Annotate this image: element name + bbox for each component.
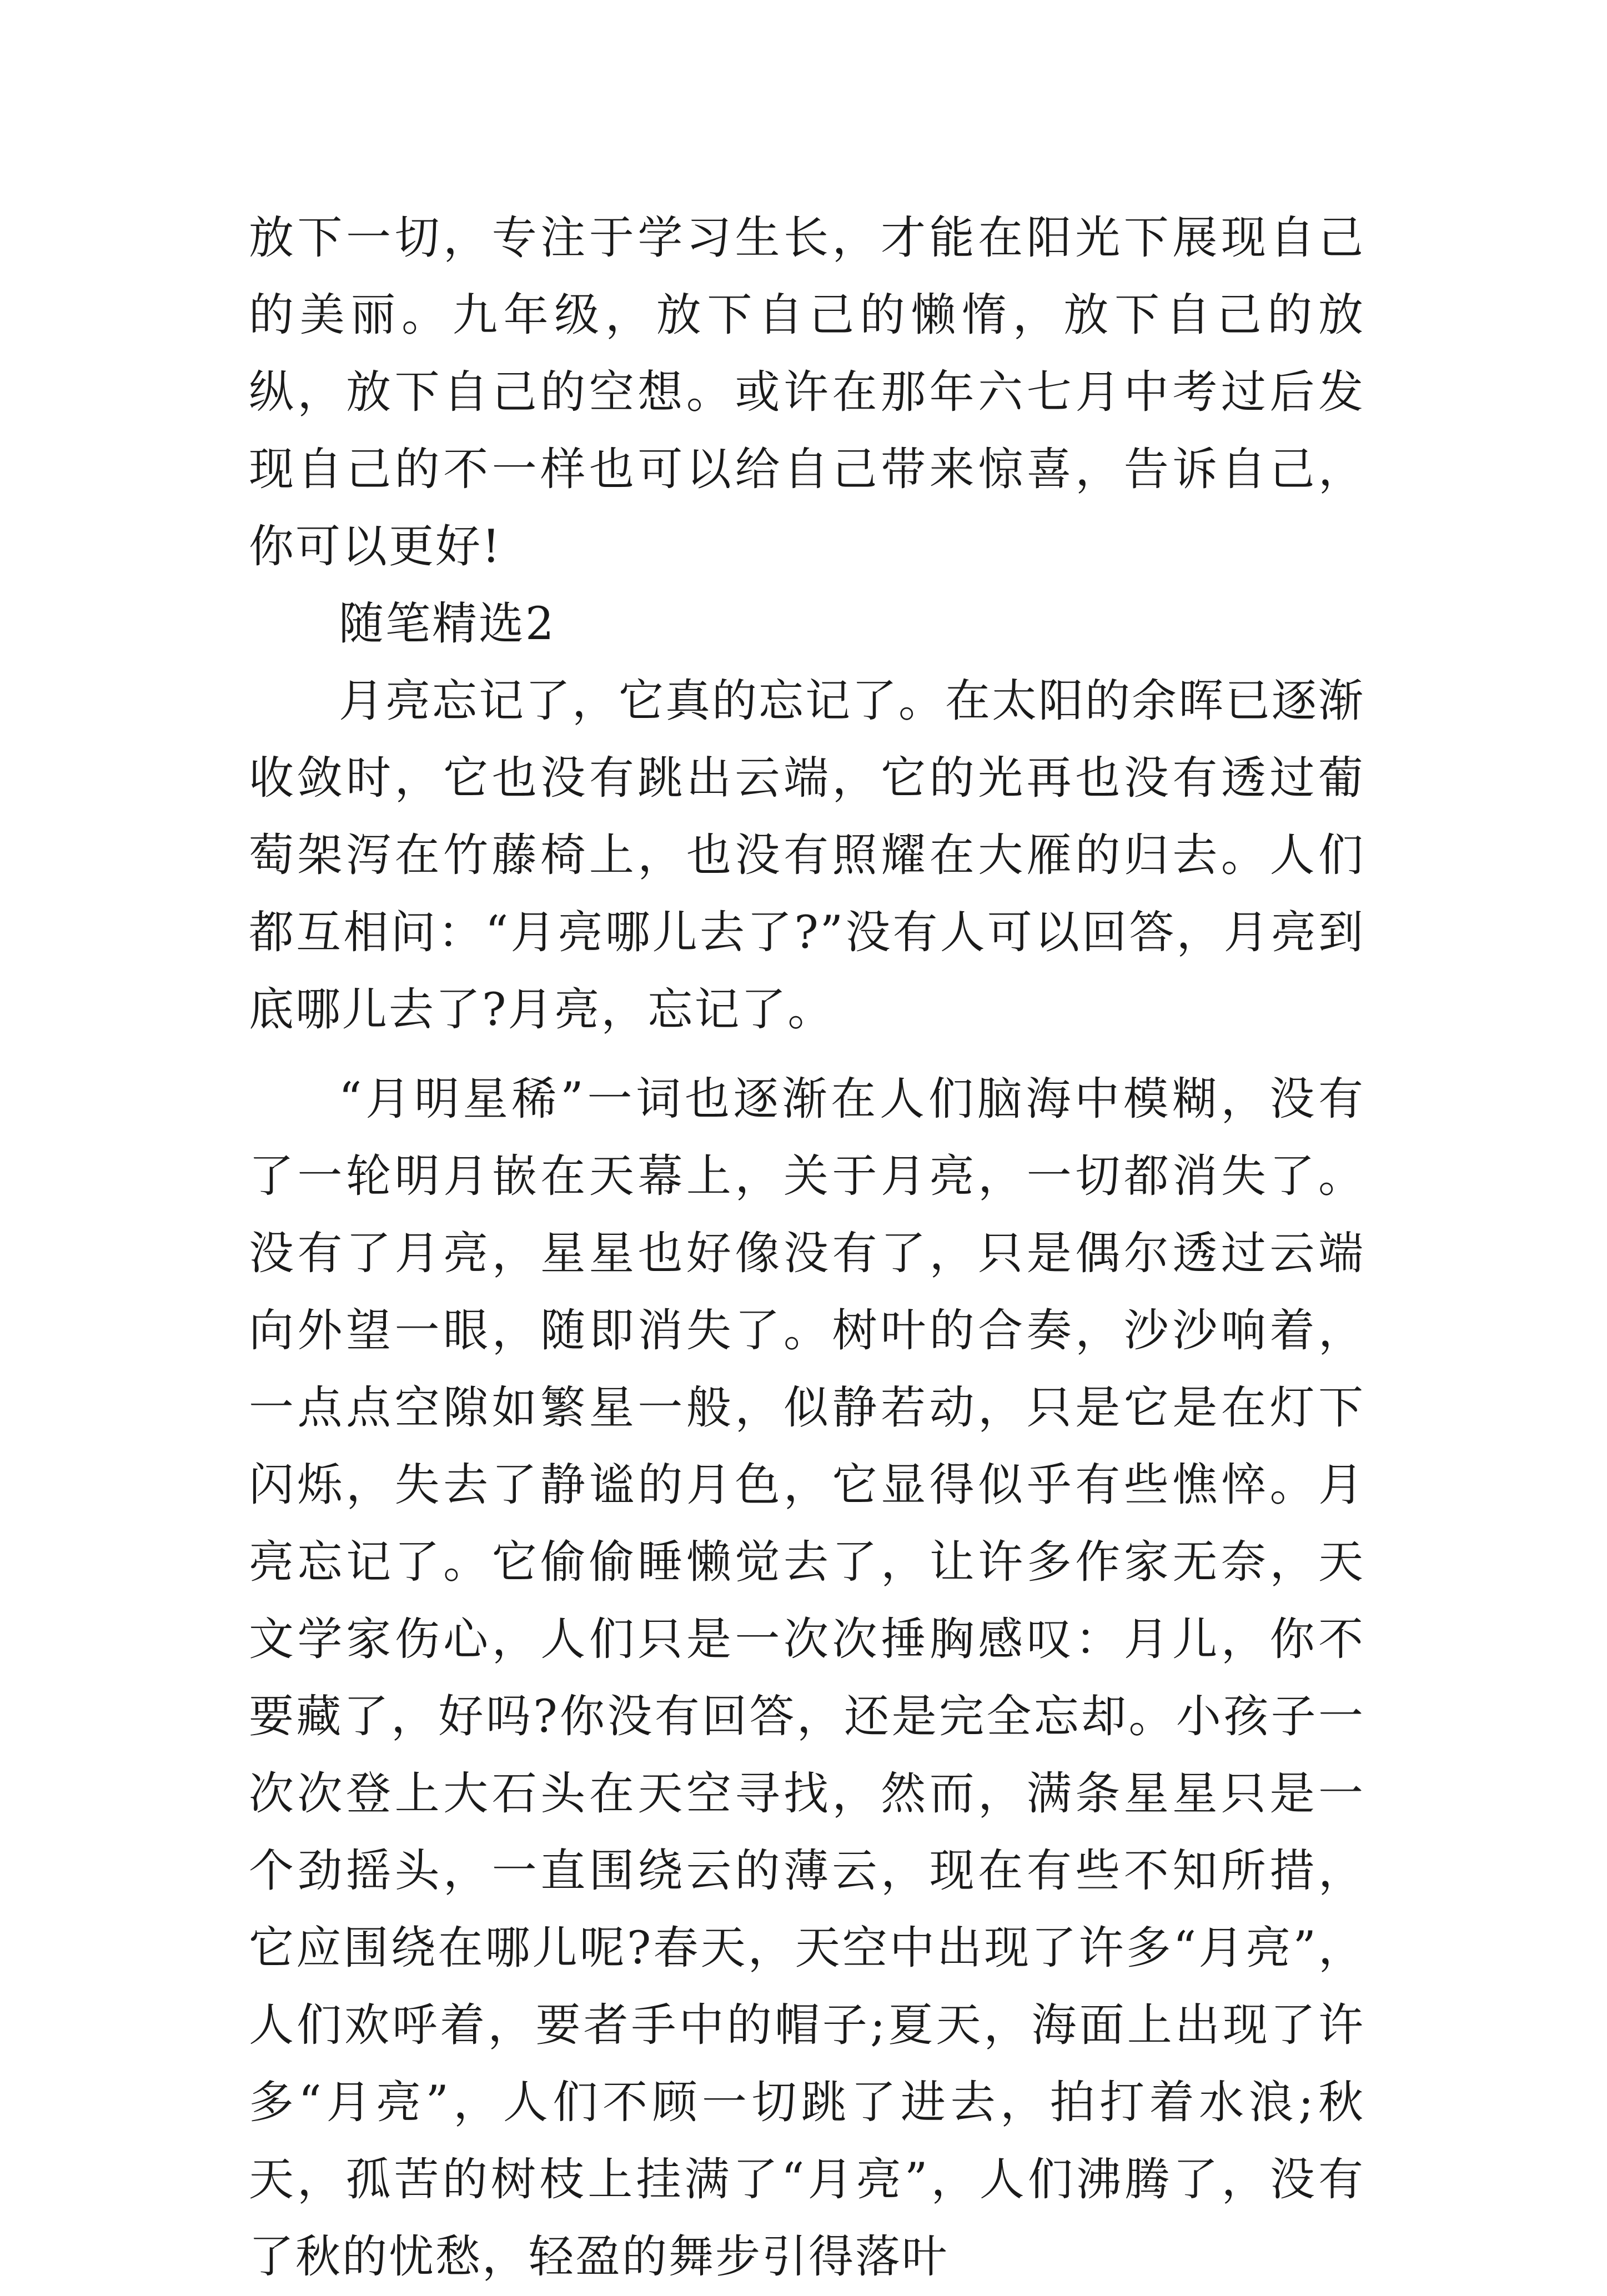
paragraph-3: “月明星稀”一词也逐渐在人们脑海中模糊，没有了一轮明月嵌在天幕上，关于月亮，一切都消失了。没有了月亮，星星也好像没有了，只是偶尔透过云端向外望一眼，随即消失了。树叶的合奏，沙沙响着，一点点空隙如繁星一般，似静若动，只是它是在灯下闪烁，失去了静谧的月色，它显得似乎有些憔悴。月亮忘记了。它偷偷睡懒觉去了，让许多作家无奈，天文学家伤心，人们只是一次次捶胸感叹：月儿，你不要藏了，好吗?你没有回答，还是完全忘却。小孩子一次次登上大石头在天空寻找，然而，满条星星只是一个劲摇头，一直围绕云的薄云，现在有些不知所措，它应围绕在哪儿呢?春天，天空中出现了许多“月亮”，人们欢呼着，要者手中的帽子;夏天，海面上出现了许多“月亮”，人们不顾一切跳了进去，拍打着水浪;秋天，孤苦的树枝上挂满了“月亮”，人们沸腾了，没有了秋的忧愁，轻盈的舞步引得落叶	[249, 1073, 1365, 2283]
document-body	[249, 200, 1365, 2296]
section-heading: 随笔精选2	[339, 598, 556, 650]
paragraph-2: 月亮忘记了，它真的忘记了。在太阳的余晖已逐渐收敛时，它也没有跳出云端，它的光再也没有透过葡萄架泻在竹藤椅上，也没有照耀在大雁的归去。人们都互相问：“月亮哪儿去了?”没有人可以回答，月亮到底哪儿去了?月亮，忘记了。	[249, 675, 1365, 1036]
paragraph-1: 放下一切，专注于学习生长，才能在阳光下展现自己的美丽。九年级，放下自己的懒惰，放下自己的放纵，放下自己的空想。或许在那年六七月中考过后发现自己的不一样也可以给自己带来惊喜，告诉自己，你可以更好!	[249, 212, 1365, 573]
